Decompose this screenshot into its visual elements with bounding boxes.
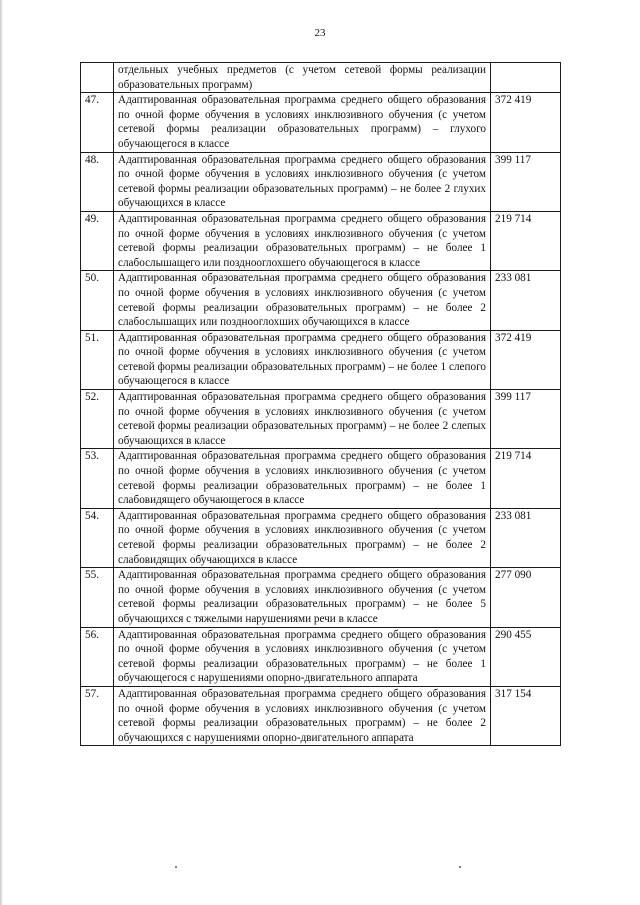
row-number: 55.	[81, 568, 114, 627]
row-value: 233 081	[491, 271, 561, 330]
row-value: 317 154	[491, 686, 561, 745]
row-value: 290 455	[491, 627, 561, 686]
row-value	[491, 63, 561, 93]
row-value: 399 117	[491, 152, 561, 211]
row-number: 50.	[81, 271, 114, 330]
row-description: Адаптированная образовательная программа среднего общего образования по очной форме обучения в условиях инклюзивного обучения (с учетом сетевой формы реализации образовательных программ) – не более 2 слабовидящих обучающихся в классе	[114, 508, 491, 567]
row-value: 372 419	[491, 93, 561, 152]
table-row-continuation	[81, 63, 561, 93]
table-row	[81, 627, 561, 686]
table-body	[81, 63, 561, 746]
row-number: 56.	[81, 627, 114, 686]
row-description: Адаптированная образовательная программа среднего общего образования по очной форме обучения в условиях инклюзивного обучения (с учетом сетевой формы реализации образовательных программ) – не более 2 обучающихся с нарушениями опорно-двигательного аппарата	[114, 686, 491, 745]
row-number	[81, 63, 114, 93]
row-description: Адаптированная образовательная программа среднего общего образования по очной форме обучения в условиях инклюзивного обучения (с учетом сетевой формы реализации образовательных программ) – не более 1 слабослышащего или позднооглохшего обучающегося в классе	[114, 211, 491, 270]
row-description: отдельных учебных предметов (с учетом сетевой формы реализации образовательных программ)	[114, 63, 491, 93]
row-value: 219 714	[491, 211, 561, 270]
row-number: 49.	[81, 211, 114, 270]
scan-edge	[0, 0, 3, 905]
table-row	[81, 390, 561, 449]
row-description: Адаптированная образовательная программа среднего общего образования по очной форме обучения в условиях инклюзивного обучения (с учетом сетевой формы реализации образовательных программ) – не более 5 обучающихся с тяжелыми нарушениями речи в классе	[114, 568, 491, 627]
table-row	[81, 211, 561, 270]
row-number: 51.	[81, 330, 114, 389]
tariff-table	[80, 62, 561, 746]
row-value: 277 090	[491, 568, 561, 627]
row-description: Адаптированная образовательная программа среднего общего образования по очной форме обучения в условиях инклюзивного обучения (с учетом сетевой формы реализации образовательных программ) – не более 1 слепого обучающегося в классе	[114, 330, 491, 389]
table-row	[81, 449, 561, 508]
table-row	[81, 330, 561, 389]
row-description: Адаптированная образовательная программа среднего общего образования по очной форме обучения в условиях инклюзивного обучения (с учетом сетевой формы реализации образовательных программ) – не более 2 слабослышащих или позднооглохших обучающихся в классе	[114, 271, 491, 330]
row-number: 57.	[81, 686, 114, 745]
row-description: Адаптированная образовательная программа среднего общего образования по очной форме обучения в условиях инклюзивного обучения (с учетом сетевой формы реализации образовательных программ) – не более 1 слабовидящего обучающегося в классе	[114, 449, 491, 508]
row-number: 53.	[81, 449, 114, 508]
row-description: Адаптированная образовательная программа среднего общего образования по очной форме обучения в условиях инклюзивного обучения (с учетом сетевой формы реализации образовательных программ) – глухого обучающегося в классе	[114, 93, 491, 152]
row-value: 399 117	[491, 390, 561, 449]
row-description: Адаптированная образовательная программа среднего общего образования по очной форме обучения в условиях инклюзивного обучения (с учетом сетевой формы реализации образовательных программ) – не более 2 слепых обучающихся в классе	[114, 390, 491, 449]
row-value: 372 419	[491, 330, 561, 389]
table-row	[81, 568, 561, 627]
row-number: 48.	[81, 152, 114, 211]
row-value: 219 714	[491, 449, 561, 508]
row-description: Адаптированная образовательная программа среднего общего образования по очной форме обучения в условиях инклюзивного обучения (с учетом сетевой формы реализации образовательных программ) – не более 2 глухих обучающихся в классе	[114, 152, 491, 211]
row-description: Адаптированная образовательная программа среднего общего образования по очной форме обучения в условиях инклюзивного обучения (с учетом сетевой формы реализации образовательных программ) – не более 1 обучающегося с нарушениями опорно-двигательного аппарата	[114, 627, 491, 686]
row-number: 54.	[81, 508, 114, 567]
scan-speck	[459, 866, 461, 868]
table-row	[81, 508, 561, 567]
table-row	[81, 686, 561, 745]
table-row	[81, 152, 561, 211]
scan-speck	[175, 866, 177, 868]
row-value: 233 081	[491, 508, 561, 567]
row-number: 52.	[81, 390, 114, 449]
page-number: 23	[314, 27, 326, 39]
table-row	[81, 271, 561, 330]
table-row	[81, 93, 561, 152]
row-number: 47.	[81, 93, 114, 152]
